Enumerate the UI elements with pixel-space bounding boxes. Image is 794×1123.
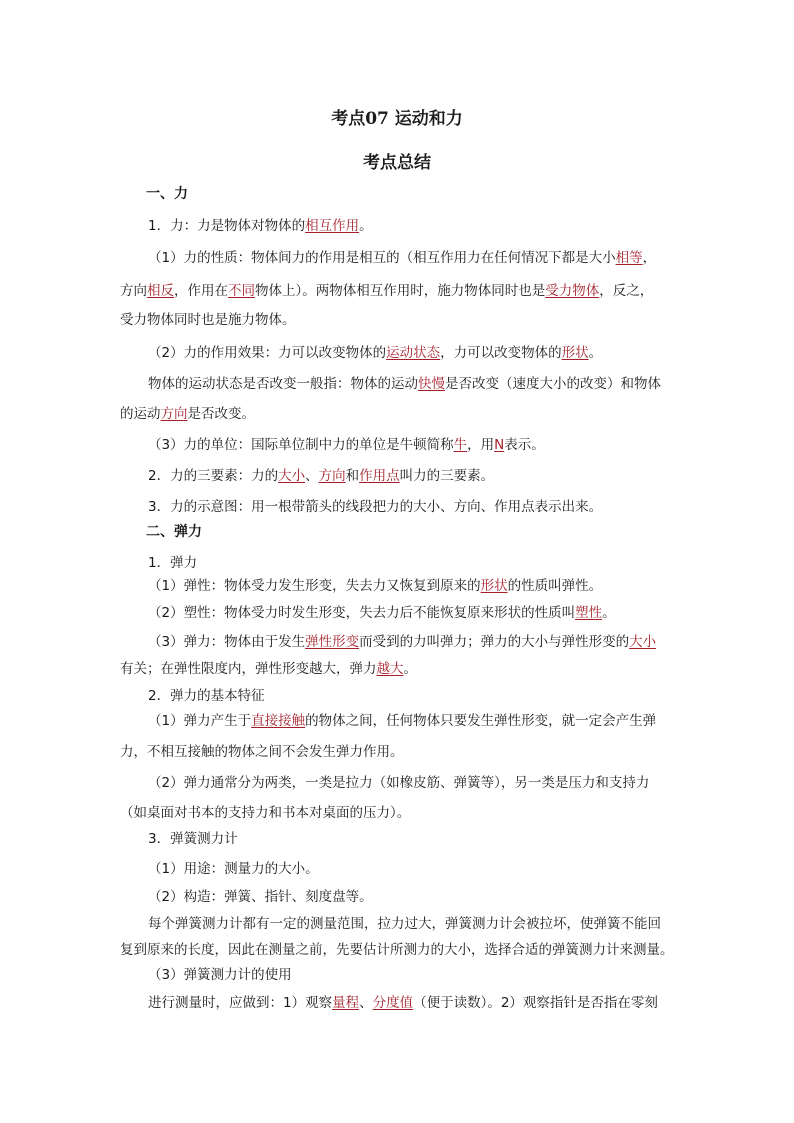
key-term: 直接接触	[251, 713, 306, 729]
text-run: ，用	[467, 437, 495, 453]
key-term: 量程	[332, 995, 360, 1011]
text-run: 。	[359, 218, 373, 234]
key-term: 受力物体	[545, 283, 600, 299]
paragraph-line	[120, 603, 708, 623]
paragraph-line	[120, 310, 680, 330]
key-term: 方向	[318, 468, 346, 484]
text-run: 的物体之间，任何物体只要发生弹性形变，就一定会产生弹	[305, 713, 657, 729]
text-run: 、	[305, 468, 319, 484]
key-term: 相等	[615, 250, 643, 266]
text-run: 每个弹簧测力计都有一定的测量范围，拉力过大，弹簧测力计会被拉坏，使弹簧不能回	[148, 916, 661, 932]
text-run: （2）构造：弹簧、指针、刻度盘等。	[148, 889, 373, 905]
text-run: 叫力的三要素。	[399, 468, 495, 484]
text-run: （3）弹力：物体由于发生	[148, 634, 306, 650]
paragraph-line	[120, 659, 680, 679]
key-term: 越大	[376, 661, 404, 677]
section-heading	[146, 522, 706, 542]
text-run: 2．弹力的基本特征	[148, 688, 265, 704]
paragraph-line	[120, 576, 708, 596]
text-run: 1．弹力	[148, 555, 198, 571]
paragraph-line	[120, 914, 708, 934]
paragraph-line	[120, 711, 708, 731]
text-run: （3）力的单位：国际单位制中力的单位是牛顿简称	[148, 437, 454, 453]
text-run: 。	[403, 661, 417, 677]
paragraph-line	[120, 940, 680, 960]
key-term: 运动状态	[386, 345, 441, 361]
text-run: 是否改变（速度大小的改变）和物体	[445, 376, 661, 392]
key-term: 快慢	[418, 376, 445, 392]
text-run: （便于读数）。2）观察指针是否指在零刻	[413, 995, 658, 1011]
text-run: 、	[359, 995, 373, 1011]
text-run: 一、力	[146, 186, 188, 202]
paragraph-line	[120, 404, 680, 424]
key-term: 方向	[160, 406, 188, 422]
paragraph-line	[120, 803, 680, 823]
paragraph-line	[120, 374, 708, 394]
key-term: 大小	[278, 468, 306, 484]
paragraph-line	[120, 773, 708, 793]
paragraph-line	[120, 829, 708, 849]
text-run: 2．力的三要素：力的	[148, 468, 279, 484]
text-run: （2）弹力通常分为两类，一类是拉力（如橡皮筋、弹簧等），另一类是压力和支持力	[148, 775, 650, 791]
paragraph-line	[120, 343, 708, 363]
paragraph-line	[120, 742, 680, 762]
text-run: 。	[588, 345, 603, 361]
paragraph-line	[120, 553, 708, 573]
text-run: 有关；在弹性限度内，弹性形变越大，弹力	[120, 661, 377, 677]
text-run: 二、弹力	[146, 524, 202, 540]
text-run: （2）塑性：物体受力时发生形变，失去力后不能恢复原来形状的性质叫	[148, 605, 576, 621]
paragraph-line	[120, 965, 708, 985]
key-term: 作用点	[359, 468, 400, 484]
text-run: ，作用在	[174, 283, 228, 299]
key-term: 相互作用	[305, 218, 360, 234]
paragraph-line	[120, 216, 708, 236]
paragraph-line	[120, 887, 708, 907]
text-run: 3．力的示意图：用一根带箭头的线段把力的大小、方向、作用点表示出来。	[148, 499, 603, 515]
text-run: ，力可以改变物体的	[440, 345, 562, 361]
key-term: 弹性形变	[305, 634, 360, 650]
paragraph-line	[120, 686, 708, 706]
key-term: 形状	[480, 578, 508, 594]
section-title: 考点总结	[363, 153, 431, 173]
text-run: （3）弹簧测力计的使用	[148, 967, 292, 983]
text-run: 而受到的力叫弹力；弹力的大小与弹性形变的	[359, 634, 630, 650]
key-term: 不同	[228, 283, 255, 299]
text-run: （2）力的作用效果：力可以改变物体的	[148, 345, 387, 361]
text-run: 。	[602, 605, 616, 621]
key-term: 塑性	[575, 605, 603, 621]
text-run: ，反之，	[599, 283, 654, 299]
paragraph-line	[120, 632, 708, 652]
text-run: （1）弹性：物体受力发生形变，失去力又恢复到原来的	[148, 578, 481, 594]
text-run: 受力物体同时也是施力物体。	[120, 312, 296, 328]
text-run: 的运动	[120, 406, 161, 422]
key-term: 相反	[147, 283, 174, 299]
text-run: （1）用途：测量力的大小。	[148, 861, 319, 877]
paragraph-line	[120, 435, 708, 455]
paragraph-line	[120, 248, 708, 268]
paragraph-line	[120, 859, 708, 879]
text-run: 复到原来的长度，因此在测量之前，先要估计所测力的大小，选择合适的弹簧测力计来测量。	[120, 942, 674, 958]
text-run: （如桌面对书本的支持力和书本对桌面的压力）。	[120, 805, 411, 821]
text-run: 1．力：力是物体对物体的	[148, 218, 306, 234]
section-heading	[146, 184, 706, 204]
key-term: 形状	[561, 345, 589, 361]
document-title: 考点07 运动和力	[331, 109, 463, 129]
key-term: 分度值	[372, 995, 414, 1011]
text-run: 进行测量时，应做到：1）观察	[148, 995, 333, 1011]
text-run: 表示。	[504, 437, 545, 453]
text-run: 和	[345, 468, 360, 484]
text-run: 的性质叫弹性。	[507, 578, 603, 594]
text-run: 方向	[120, 283, 147, 299]
text-run: 物体的运动状态是否改变一般指：物体的运动	[148, 376, 418, 392]
text-run: （1）力的性质：物体间力的作用是相互的（相互作用力在任何情况下都是大小	[148, 250, 616, 266]
text-run: 是否改变。	[187, 406, 255, 422]
text-run: （1）弹力产生于	[148, 713, 252, 729]
key-term: 大小	[629, 634, 657, 650]
key-term: 牛	[453, 437, 468, 453]
text-run: 物体上）。两物体相互作用时，施力物体同时也是	[255, 283, 546, 299]
paragraph-line	[120, 497, 708, 517]
paragraph-line	[120, 281, 680, 301]
paragraph-line	[120, 993, 708, 1013]
key-term: N	[494, 437, 505, 453]
text-run: ，	[642, 250, 657, 266]
paragraph-line	[120, 466, 708, 486]
text-run: 3．弹簧测力计	[148, 831, 238, 847]
text-run: 力，不相互接触的物体之间不会发生弹力作用。	[120, 744, 404, 760]
